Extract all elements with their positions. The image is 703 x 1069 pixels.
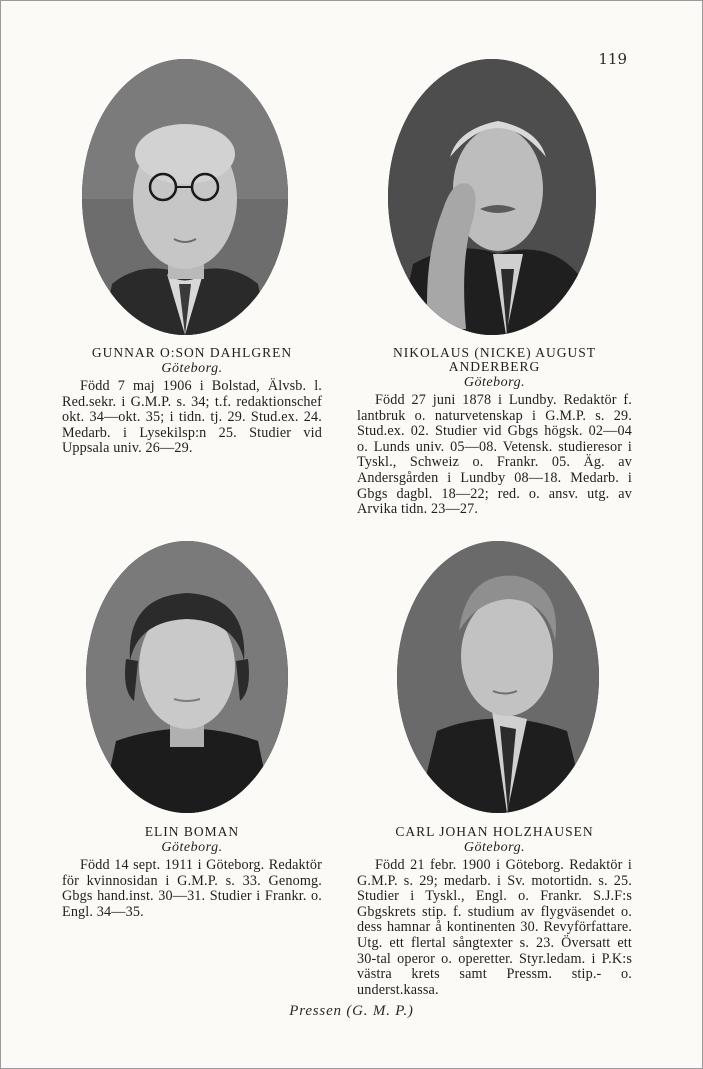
entry-holzhausen (357, 825, 632, 998)
portrait-holzhausen-image (397, 541, 599, 813)
portrait-anderberg (388, 59, 596, 335)
entry-boman (62, 825, 322, 920)
entry-bio: Född 7 maj 1906 i Bolstad, Älvsb. l. Red.sekr. i G.M.P. s. 34; t.f. redaktionschef okt. 34—okt. 35; i tidn. tj. 29. Stud.ex. 24. Medarb. i Lysekilsp:n 25. Studier vid Uppsala univ. 26—29. (62, 378, 322, 457)
entry-bio: Född 21 febr. 1900 i Göteborg. Redaktör i G.M.P. s. 29; medarb. i Sv. motortidn. s. 25. Studier i Tyskl., Engl. o. Frankr. S.J.F:s Gbgskrets stip. f. studium av flygväsendet o. dess hamnar å kontinenten 30. Revyförfattare. Utg. ett flertal sångtexter s. 23. Översatt ett 30-tal operor o. operetter. Styr.ledam. i P.K:s västra krets samt Pressm. stip.- o. underst.kassa. (357, 857, 632, 998)
entry-city: Göteborg. (161, 361, 223, 376)
entry-name: CARL JOHAN HOLZHAUSEN (395, 824, 594, 839)
entry-name: GUNNAR O:SON DAHLGREN (91, 345, 293, 360)
page-number: 119 (598, 50, 627, 68)
portrait-holzhausen (397, 541, 599, 813)
portrait-boman (86, 541, 288, 813)
entry-bio: Född 27 juni 1878 i Lundby. Redaktör f. lantbruk o. naturvetenskap i G.M.P. s. 29. Stud.ex. 02. Studier vid Gbgs högsk. 02—04 o. Lunds univ. 05—08. Vetensk. studieresor i Tyskl., Schweiz o. Frankr. 05. Äg. av Andersgården i Lundby 08—18. Medarb. i Gbgs dagbl. 18—22; red. o. ansv. utg. av Arvika tidn. 23—27. (357, 392, 632, 518)
entry-name: NIKOLAUS (NICKE) AUGUST ANDERBERG (393, 345, 596, 374)
portrait-dahlgren (82, 59, 288, 335)
entry-anderberg (357, 346, 632, 518)
entry-city: Göteborg. (463, 375, 526, 390)
portrait-boman-image (86, 541, 288, 813)
entry-name: ELIN BOMAN (144, 824, 240, 839)
portrait-anderberg-image (388, 59, 596, 335)
entry-bio: Född 14 sept. 1911 i Göteborg. Redaktör för kvinnosidan i G.M.P. s. 33. Genomg. Gbgs hand.inst. 30—31. Studier i Frankr. o. Engl. 34—35. (62, 857, 322, 920)
portrait-dahlgren-image (82, 59, 288, 335)
footer-caption: Pressen (G. M. P.) (289, 1003, 414, 1019)
entry-city: Göteborg. (161, 840, 223, 855)
entry-dahlgren (62, 346, 322, 457)
entry-city: Göteborg. (463, 840, 526, 855)
